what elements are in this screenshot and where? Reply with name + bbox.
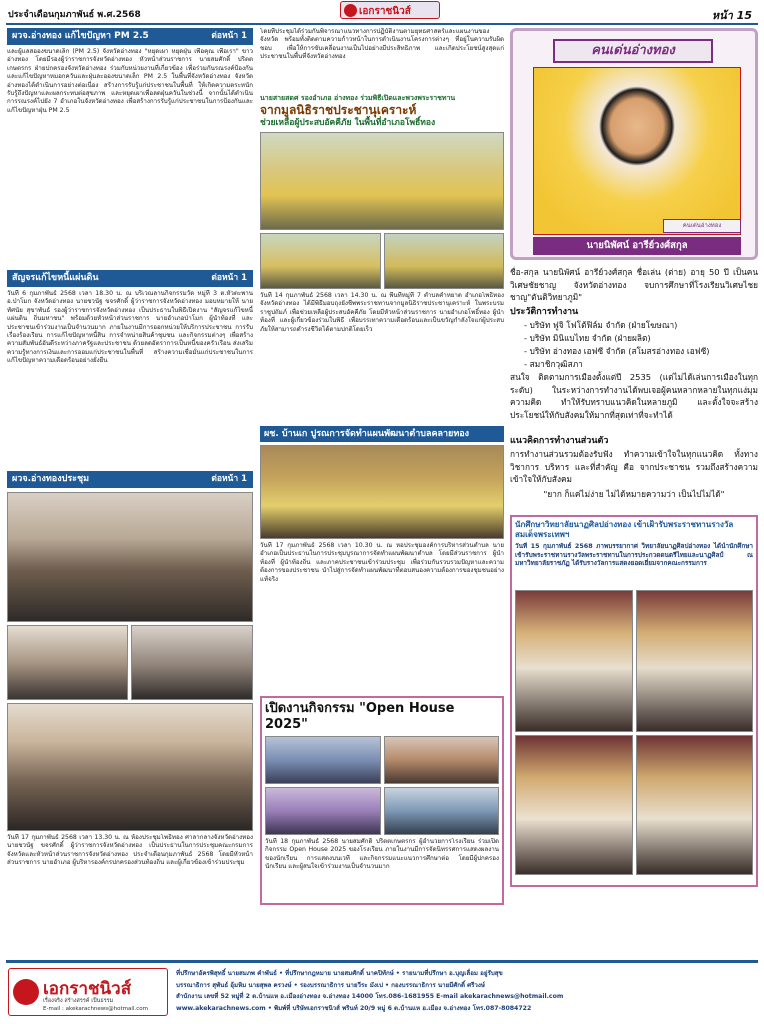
page-number: หน้า 15 [711, 9, 752, 22]
article-debt-body: วันที่ 6 กุมภาพันธ์ 2568 เวลา 18.30 น. ณ บริเวณลานกิจกรรมวัด หมู่ที่ 3 ต.หัวตะพาน อ.ป่าโมก จังหวัดอ่างทอง นายชวนัฐ ขจรศักดิ์ ผู้ว่าราชการจังหวัดอ่างทอง มอบหมายให้ นายทัศนัย สุขาพันธ์ รองผู้ว่าราชการจังหวัดอ่างทอง เป็นประธานในพิธีเปิดงาน "สัญจรแก้ไขหนี้แผ่นดิน ถิ่นมหาชน" พร้อมด้วยหัวหน้าส่วนราชการ นายอำเภอป่าโมก ผู้นำท้องที่ และประชาชนเข้าร่วมงานเป็นจำนวนมาก ภายในงานมีการออกหน่วยให้บริการประชาชน การรับเรื่องร้องเรียน การแก้ไขปัญหาหนี้สิน การจำหน่ายสินค้าชุมชน และกิจกรรมต่างๆ เพื่อสร้างความสัมพันธ์อันดีระหว่างภาครัฐและประชาชน ด้วยลดอัตราการเป็นหนี้ของครัวเรือน ส่งเสริมความรู้ทางการเงินและการออมแก่ประชาชนในพื้นที่ สร้างความเชื่อมั่นแก่ประชาชนในการแก้ไขปัญหาความเดือดร้อนอย่างยั่งยืน [7, 290, 253, 365]
profile-frame [510, 28, 758, 260]
meeting-photo-right [131, 625, 253, 700]
article-body: วันที่ 18 กุมภาพันธ์ 2568 นายสมศักดิ์ ปริตตเกษตรกร ผู้อำนวยการโรงเรียน ร่วมเปิดกิจกรรม Open House 2025 ของโรงเรียน ภายในงานมีการจัดนิทรรศการแสดงผลงานของนักเรียน การแสดงบนเวที และกิจกรรมแนะแนวการศึกษาต่อ โดยมีผู้ปกครอง นักเรียน และผู้สนใจเข้าร่วมงานเป็นจำนวนมาก [265, 838, 499, 871]
footer-line: สำนักงาน เลขที่ 52 หมู่ที่ 2 ต.บ้านแห อ.เมืองอ่างทอง จ.อ่างทอง 14000 โทร.086-1681955 E-mail akekarachnews@hotmail.com [176, 993, 564, 1000]
article-fire-relief [260, 94, 504, 422]
article-tambon-plan [260, 426, 504, 692]
open-house-photo [265, 736, 381, 784]
section-title: ผวจ.อ่างทองประชุม [12, 474, 90, 484]
footer-email: E-mail : akekarachnews@hotmail.com [43, 1006, 148, 1012]
article-headline: เปิดงานกิจกรรม "Open House 2025" [265, 701, 455, 732]
footer-logo [8, 968, 168, 1016]
news-body: วันที่ 15 กุมภาพันธ์ 2568 ภาพบรรยากาศ วิทยาลัยนาฏศิลปอ่างทอง ได้นำนักศึกษาเข้ารับพระราชทานรางวัลพระราชทานในการประกวดดนตรีไทยและนาฏศิลป์ ณ มหาวิทยาลัยราชภัฏ ได้รับรางวัลการแสดงยอดเยี่ยมจากคณะกรรมการ [515, 542, 753, 568]
footer-slogan: เรื่องจริง สร้างสรรค์ เป็นธรรม [43, 998, 114, 1004]
list-item: - บริษัท อ่างทอง เอฟซี จำกัด (สโมสรอ่างทอง เอฟซี) [524, 346, 710, 356]
continued-label: ต่อหน้า 1 [211, 31, 247, 41]
header-brand: เอกราชนิวส์ [359, 6, 411, 17]
profile-work-heading: ประวัติการทำงาน [510, 307, 579, 317]
profile-work-list [510, 319, 758, 371]
header-date: ประจำเดือนกุมภาพันธ์ พ.ศ.2568 [8, 10, 141, 20]
profile-badge [663, 219, 741, 233]
profile-intro: ชื่อ-สกุล นายนิพัศน์ อารีย์วงศ์สกุล ชื่อเล่น (ต่าย) อายุ 50 ปี เป็นคนวิเศษชัยชาญ จังหวัดอ่างทอง จบการศึกษาที่โรงเรียนวิเศษไชยชาญ"ตันติวิทยาภูมิ" [510, 267, 758, 303]
logo-circle-icon [13, 979, 39, 1005]
open-house-photo [384, 787, 499, 835]
profile-quote: "ยาก ก็แค่ไม่ง่าย ไม่ได้หมายความว่า เป็นไปไม่ได้" [543, 489, 725, 499]
article-headline: จากมูลนิธิราชประชานุเคราะห์ [260, 103, 417, 117]
footer-line: บรรณาธิการ สุพันธ์ อุ้มหิม นายสุพล ครวงษ์ • รองบรรณาธิการ นายวีระ มังเป • กองบรรณาธิการ นายมีศักดิ์ ศรีวงษ์ [176, 981, 485, 989]
article-meeting-body: วันที่ 17 กุมภาพันธ์ 2568 เวลา 13.30 น. ณ ห้องประชุมโพธิ์ทอง ศาลากลางจังหวัดอ่างทอง นายชวนัฐ ขจรศักดิ์ ผู้ว่าราชการจังหวัดอ่างทอง เป็นประธานในการประชุมคณะกรมการจังหวัดและหัวหน้าส่วนราชการจังหวัดอ่างทอง ประจำเดือนกุมภาพันธ์ 2568 โดยมีหัวหน้าส่วนราชการ นายอำเภอ ผู้บริหารองค์กรปกครองส่วนท้องถิ่น และผู้เกี่ยวข้องเข้าร่วมประชุม [7, 834, 253, 867]
continued-label: ต่อหน้า 1 [211, 474, 247, 484]
profile-caption: นายนิพัศน์ อารีย์วงศ์สกุล [533, 237, 741, 255]
profile-banner: คนเด่นอ่างทอง [553, 39, 713, 63]
article-pm25-body: และผู้แลสอองขนาดเล็ก (PM 2.5) จังหวัดอ่างทอง "หยุดเผา หยุดฝุ่น เพื่อคุณ เพื่อเรา" ขาวอ่างทอง โดยมีรองผู้ว่าราชการจังหวัดอ่างทอง หัวหน้าส่วนราชการ นายสมศักดิ์ ปริตตเกษตรกร ฝ่ายปกครองจังหวัดอ่างทอง ร่วมกับหน่วยงานที่เกี่ยวข้อง เพื่อร่วมกันรณรงค์ป้องกันและแก้ไขปัญหาหมอกควันและฝุ่นละอองขนาดเล็ก PM 2.5 ในพื้นที่จังหวัดอ่างทอง จังหวัดอ่างทองได้ดำเนินการอย่างต่อเนื่อง สร้างการรับรู้แก่ประชาชนในพื้นที่ ให้เกิดความตระหนัก รับรู้ถึงปัญหาและผลกระทบต่อสุขภาพ และหยุดเผาเพื่อลดฝุ่นควันในช่วงนี้ จากนั้นได้ดำเนินการรณรงค์ไปยัง 7 อำเภอในจังหวัดอ่างทอง เพื่อสร้างการรับรู้แก่ประชาชนในการป้องกันและแก้ไขปัญหาฝุ่น PM 2.5 [7, 48, 253, 114]
profile-motto-heading: แนวคิดการทำงานส่วนตัว [510, 436, 609, 446]
footer-line: www.akekarachnews.com • พิมพ์ที่ บริษัทเอกราชนิวส์ พรินท์ 20/9 หมู่ 6 ต.บ้านแห อ.เมือง จ.อ่างทอง โทร.087-8084722 [176, 1004, 532, 1012]
list-item: - บริษัท ฟูจิ โฟโต้ฟิล์ม จำกัด (ฝ่ายโฆษณา) [524, 320, 678, 330]
list-item: - บริษัท มินิแบไทย จำกัด (ฝ่ายผลิต) [524, 333, 651, 343]
header-logo [340, 1, 440, 19]
logo-circle-icon [344, 4, 357, 17]
meeting-photo-bottom [7, 703, 253, 831]
meeting-photo-left [7, 625, 128, 700]
column-middle [260, 28, 504, 938]
section-debt-header [7, 270, 253, 287]
column-right [510, 28, 758, 938]
article-body: วันที่ 17 กุมภาพันธ์ 2568 เวลา 10.30 น. ณ หอประชุมองค์การบริหารส่วนตำบล นายอำเภอเป็นประธานในการประชุมบูรณาการจัดทำแผนพัฒนาตำบล โดยมีส่วนราชการ ผู้นำท้องที่ ผู้นำท้องถิ่น และภาคประชาชนเข้าร่วมประชุม เพื่อร่วมกันรวบรวมปัญหาและความต้องการของประชาชน นำไปสู่การจัดทำแผนพัฒนาที่ตอบสนองความต้องการของชุมชนอย่างแท้จริง [260, 542, 504, 583]
article-continued-body: โดยที่ประชุมได้ร่วมกันพิจารณาแนวทางการปฏิบัติงานตามยุทธศาสตร์และแผนงานของจังหวัด พร้อมทั้งติดตามความก้าวหน้าในการดำเนินงานโครงการต่างๆ ที่อยู่ในความรับผิดชอบ เพื่อให้การขับเคลื่อนงานเป็นไปอย่างมีประสิทธิภาพ และเกิดประโยชน์สูงสุดแก่ประชาชนในพื้นที่จังหวัดอ่างทอง [260, 28, 504, 61]
open-house-photo [384, 736, 499, 784]
section-title: ผวจ.อ่างทอง แก้ไขปัญหา PM 2.5 [12, 31, 149, 41]
award-photo [636, 735, 753, 875]
column-left [7, 28, 253, 938]
footer-credits [176, 968, 756, 1014]
open-house-photo [265, 787, 381, 835]
article-headline: ผช. บ้านเก ปูรณการจัดทำแผนพัฒนาตำบลคลายทอง [260, 426, 504, 442]
fire-relief-photo-small [260, 233, 381, 289]
footer [6, 960, 758, 1018]
list-item: - สมาชิกวุฒิสภา [524, 359, 583, 369]
tambon-photo-main [260, 445, 504, 539]
award-photo [515, 735, 633, 875]
fire-relief-photo-main [260, 132, 504, 230]
meeting-photo-top [7, 492, 253, 622]
continued-label: ต่อหน้า 1 [211, 273, 247, 283]
article-open-house [260, 696, 504, 905]
article-kicker: นายสายสดศ รองอำเภอ อ่างทอง ร่วมพิธีเปิดและพวงพระราชทาน [260, 94, 456, 102]
fire-relief-photo-small [384, 233, 504, 289]
award-photo [515, 590, 633, 732]
profile-badge-label: คนเด่นอ่างทอง [682, 222, 722, 229]
footer-brand: เอกราชนิวส์ [43, 979, 132, 999]
article-body: วันที่ 14 กุมภาพันธ์ 2568 เวลา 14.30 น. ณ พื้นที่หมู่ที่ 7 ตำบลคำหยาด อำเภอโพธิ์ทอง จังหวัดอ่างทอง ได้มีพิธีมอบถุงยังชีพพระราชทานจากมูลนิธิราชประชานุเคราะห์ ในพระบรมราชูปถัมภ์ เพื่อช่วยเหลือผู้ประสบอัคคีภัย โดยมีหัวหน้าส่วนราชการ นายอำเภอโพธิ์ทอง ผู้นำท้องที่ และผู้เกี่ยวข้องร่วมในพิธี เพื่อบรรเทาความเดือดร้อนและเป็นขวัญกำลังใจแก่ผู้ประสบภัยให้สามารถดำรงชีวิตได้ตามปกติโดยเร็ว [260, 292, 504, 333]
award-photo [636, 590, 753, 732]
section-meeting-header [7, 471, 253, 488]
news-headline: นักศึกษาวิทยาลัยนาฏศิลปอ่างทอง เข้าเฝ้ารับพระราชทานรางวัล สมเด็จพระเทพฯ [515, 520, 734, 539]
page-header [0, 0, 764, 22]
article-subhead: ช่วยเหลือผู้ประสบอัคคีภัย ในพื้นที่อำเภอโพธิ์ทอง [260, 118, 436, 128]
news-box-award [510, 515, 758, 887]
profile-portrait [533, 67, 741, 235]
profile-motto: การทำงานส่วนรวมต้องรับฟัง ทำความเข้าใจในทุกแนวคิด ทั้งทางวิชาการ บริหาร และที่สำคัญ คือ จากประชาชน รวมถึงสร้างความเข้าใจให้กับสังคม [510, 449, 758, 485]
header-rule [6, 23, 758, 25]
section-title: สัญจรแก้ไขหนี้แผ่นดิน [12, 273, 99, 283]
footer-line: ที่ปรึกษาอัครพิสุทธิ์ นายสมภพ คำพันธ์ • ที่ปรึกษากฎหมาย นายสมศักดิ์ นาคปิทักษ์ • รายนามที่ปรึกษา อ.บุญเลื่อม อยู่รับสุข [176, 970, 503, 977]
section-pm25-header [7, 28, 253, 45]
profile-interest: สนใจ ติดตามการเมืองตั้งแต่ปี 2535 (แต่ไม่ได้เล่นการเมืองในทุกระดับ) ในระหว่างการทำงานได้พบเจอผู้คนหลากหลายในทุกแง่มุมความคิด ทำให้รับทราบแนวคิดในหลายภูมิ และตั้งใจจะสร้างประโยชน์ให้กับสังคมให้มากที่สุดเท่าที่จะทำได้ [510, 372, 758, 420]
